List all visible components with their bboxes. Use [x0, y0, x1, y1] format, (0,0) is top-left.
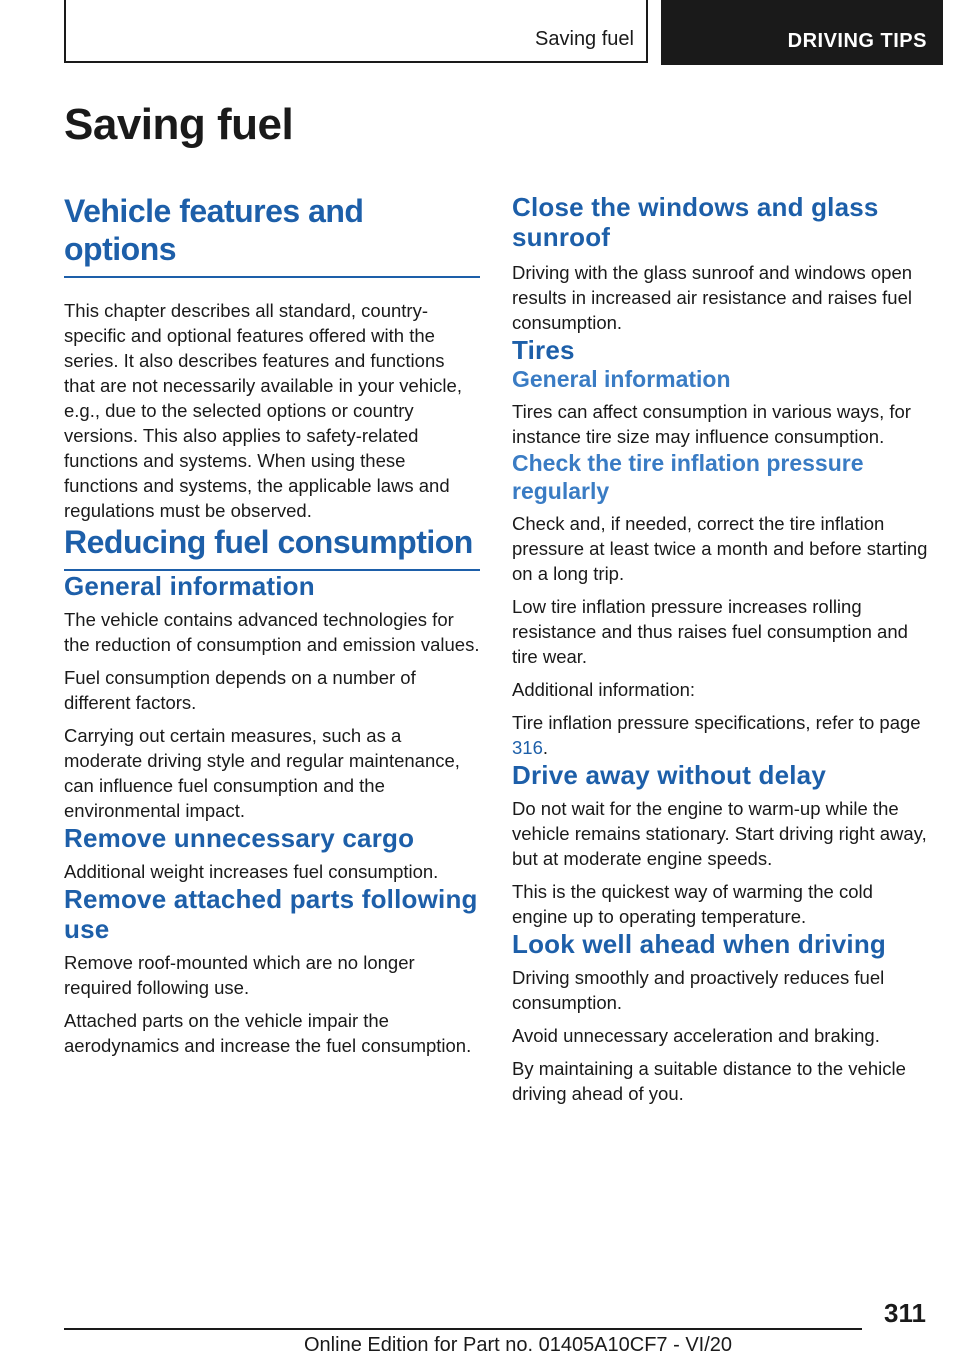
subheading-check-inflation: Check the tire inflation pressure regularly [512, 450, 864, 504]
general-info-p1: The vehicle contains advanced technologies for the reduction of consumption and emission values. [64, 609, 480, 655]
page-316-link[interactable]: 316 [512, 737, 543, 758]
drive-away-p1: Do not wait for the engine to warm-up while the vehicle remains stationary. Start driving right away, but at moderate engine speeds. [512, 798, 927, 869]
footer-divider [64, 1328, 862, 1330]
drive-away-p2: This is the quickest way of warming the cold engine up to operating temperature. [512, 881, 873, 927]
page-title: Saving fuel [64, 100, 294, 149]
check-p4-suffix: . [542, 737, 549, 758]
page-number: 311 [884, 1298, 926, 1328]
subheading-general-information: General information [64, 571, 315, 601]
section-heading-vehicle-features: Vehicle features and options [64, 192, 480, 278]
check-p2: Low tire inflation pressure increases rolling resistance and thus raises fuel consumption and tire wear. [512, 596, 908, 667]
attached-p2: Attached parts on the vehicle impair the aerodynamics and increase the fuel consumption. [64, 1010, 472, 1056]
check-p1: Check and, if needed, correct the tire inflation pressure at least twice a month and before starting on a long trip. [512, 513, 928, 584]
subheading-remove-attached: Remove attached parts following use [64, 884, 478, 944]
header-section-label: Saving fuel [535, 28, 634, 50]
look-ahead-p1: Driving smoothly and proactively reduces fuel consumption. [512, 967, 885, 1013]
check-p4 [512, 710, 928, 760]
check-p4-prefix: Tire inflation pressure specifications, refer to page [512, 712, 921, 733]
look-ahead-p3: By maintaining a suitable distance to the vehicle driving ahead of you. [512, 1058, 906, 1104]
vehicle-features-body: This chapter describes all standard, country-specific and optional features offered with the series. It also describes features and functions that are not necessarily available in your vehicle, e.g., due to the selected options or country versions. This also applies to safety-related functions and systems. When using these functions and systems, the applicable laws and regulations must be observed. [64, 300, 462, 521]
cargo-p1: Additional weight increases fuel consumption. [64, 861, 439, 882]
subheading-look-ahead: Look well ahead when driving [512, 929, 886, 959]
header-chapter-tab [661, 0, 943, 65]
attached-p1: Remove roof-mounted which are no longer required following use. [64, 952, 415, 998]
look-ahead-p2: Avoid unnecessary acceleration and braking. [512, 1025, 880, 1046]
windows-p1: Driving with the glass sunroof and windows open results in increased air resistance and raises fuel consumption. [512, 262, 913, 333]
subheading-drive-away: Drive away without delay [512, 760, 827, 790]
subheading-tires-general-information: General information [512, 366, 731, 392]
right-column [512, 192, 928, 1106]
subheading-close-windows: Close the windows and glass sunroof [512, 192, 879, 252]
subheading-remove-cargo: Remove unnecessary cargo [64, 823, 415, 853]
header-section-box [64, 0, 648, 63]
header-chapter-label: DRIVING TIPS [787, 30, 927, 52]
footer-edition: Online Edition for Part no. 01405A10CF7 - VI/20 [304, 1334, 733, 1356]
left-column [64, 192, 480, 1058]
general-info-p3: Carrying out certain measures, such as a moderate driving style and regular maintenance, can influence fuel consumption and the environmental impact. [64, 725, 460, 821]
subheading-tires: Tires [512, 335, 575, 365]
general-info-p2: Fuel consumption depends on a number of different factors. [64, 667, 416, 713]
check-p3: Additional information: [512, 679, 696, 700]
tires-general-p1: Tires can affect consumption in various ways, for instance tire size may influence consumption. [512, 401, 911, 447]
section-heading-reducing: Reducing fuel consumption [64, 523, 480, 571]
